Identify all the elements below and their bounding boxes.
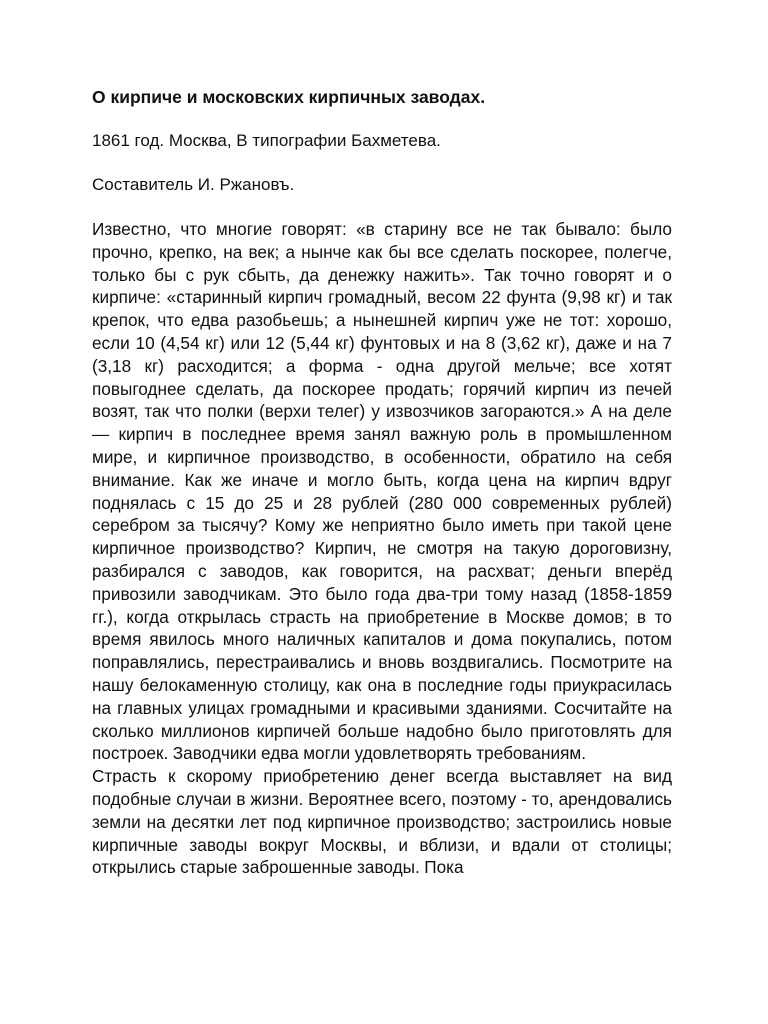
author-line: Составитель И. Ржановъ. — [92, 175, 295, 194]
publication-info: 1861 год. Москва, В типографии Бахметева. — [92, 131, 441, 150]
document-title: О кирпиче и московских кирпичных заводах. — [92, 87, 486, 107]
body-paragraph: Известно, что многие говорят: «в старину все не так бывало: было прочно, крепко, на век; а нынче как бы все сделать поскорее, полегче, только бы с рук сбыть, да денежку нажить». Так точно говорят и о кирпиче: «старинный кирпич громадный, весом 22 фунта (9,98 кг) и так крепок, что едва разобьешь; а нынешней кирпич уже не тот: хорошо, если 10 (4,54 кг) или 12 (5,44 кг) фунтовых и на 8 (3,62 кг), даже и на 7 (3,18 кг) расходится; а форма - одна другой мельче; все хотят повыгоднее сделать, да поскорее продать; горячий кирпич из печей возят, так что полки (верхи телег) у извозчиков загораются.» А на деле — кирпич в последнее время занял важную роль в промышленном мире, и кирпичное производство, в особенности, обратило на себя внимание. Как же иначе и могло быть, когда цена на кирпич вдруг поднялась с 15 до 25 и 28 рублей (280 000 современных рублей) серебром за тысячу? Кому же неприятно было иметь при такой цене кирпичное производство? Кирпич, не смотря на такую дороговизну, разбирался с заводов, как говорится, на расхват; деньги вперёд привозили заводчикам. Это было года два-три тому назад (1858-1859 гг.), когда открылась страсть на приобретение в Москве домов; в то время явилось много наличных капиталов и дома покупались, потом поправлялись, перестраивались и вновь воздвигались. Посмотрите на нашу белокаменную столицу, как она в последние годы приукрасилась на главных улицах громадными и красивыми зданиями. Сосчитайте на сколько миллионов кирпичей больше надобно было приготовлять для построек. Заводчики едва могли удовлетворять требованиям. — [92, 219, 672, 764]
body-paragraph: Страсть к скорому приобретению денег всегда выставляет на вид подобные случаи в жизни. Вероятнее всего, поэтому - то, арендовались земли на десятки лет под кирпичное производство; застроились новые кирпичные заводы вокруг Москвы, и вблизи, и вдали от столицы; открылись старые заброшенные заводы. Пока — [92, 766, 672, 878]
document-page — [92, 86, 672, 879]
